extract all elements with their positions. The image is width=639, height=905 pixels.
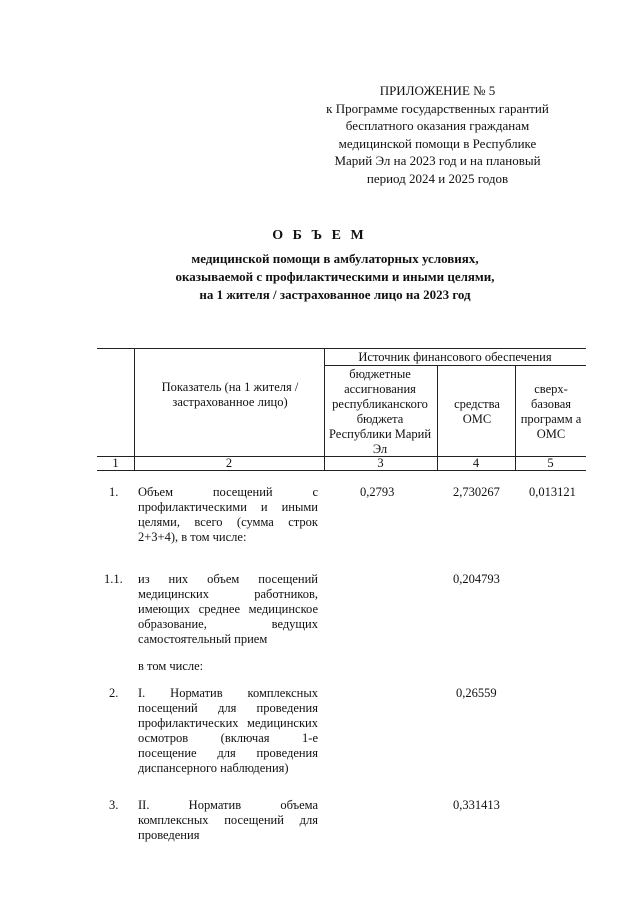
column-number: 1 bbox=[112, 456, 119, 470]
header-budget: бюджетные ассигнования республиканского бюджета Республики Марий Эл bbox=[328, 367, 432, 456]
row-indicator: I. Норматив комплексных посещений для проведения профилактических медицинских осмотров (включая 1-е посещение для проведения диспансерного наблюдения) bbox=[138, 686, 318, 775]
subtitle-line: медицинской помощи в амбулаторных условиях, bbox=[191, 251, 479, 266]
row-number: 1.1. bbox=[104, 572, 123, 586]
row-number: 3. bbox=[109, 798, 119, 812]
column-number: 4 bbox=[472, 456, 480, 470]
row-number: 2. bbox=[109, 686, 119, 700]
appendix-line: ПРИЛОЖЕНИЕ № 5 bbox=[379, 83, 496, 98]
appendix-line: Марий Эл на 2023 год и на плановый bbox=[334, 153, 541, 168]
subtitle-line: оказываемой с профилактическими и иными целями, bbox=[175, 269, 495, 284]
document-title: О Б Ъ Е М bbox=[272, 228, 367, 243]
header-indicator: Показатель (на 1 жителя / застрахованное лицо) bbox=[161, 380, 299, 409]
document-subtitle bbox=[110, 250, 560, 304]
appendix-line: бесплатного оказания гражданам bbox=[345, 118, 530, 133]
column-number: 3 bbox=[377, 456, 384, 470]
row-indicator: в том числе: bbox=[138, 659, 204, 673]
row-indicator: II. Норматив объема комплексных посещений для проведения bbox=[138, 798, 318, 842]
row-oms-value: 0,26559 bbox=[456, 686, 497, 700]
row-indicator: Объем посещений с профилактическими и иными целями, всего (сумма строк 2+3+4), в том числе: bbox=[138, 485, 318, 544]
appendix-line: к Программе государственных гарантий bbox=[326, 100, 549, 116]
row-indicator: из них объем посещений медицинских работников, имеющих среднее медицинское образование, ведущих самостоятельный прием bbox=[138, 572, 318, 646]
row-extra-value: 0,013121 bbox=[529, 485, 576, 499]
row-budget-value: 0,2793 bbox=[360, 485, 395, 499]
appendix-line: медицинской помощи в Республике bbox=[338, 135, 537, 151]
row-oms-value: 0,204793 bbox=[453, 572, 500, 586]
row-oms-value: 2,730267 bbox=[453, 485, 500, 499]
header-oms: средства ОМС bbox=[454, 397, 500, 426]
row-oms-value: 0,331413 bbox=[453, 798, 500, 812]
appendix-line: период 2024 и 2025 годов bbox=[366, 170, 509, 186]
header-extra-oms: сверх-базовая программ а ОМС bbox=[520, 382, 582, 441]
column-number: 5 bbox=[547, 456, 554, 470]
column-number: 2 bbox=[225, 456, 233, 470]
subtitle-line: на 1 жителя / застрахованное лицо на 2023 год bbox=[199, 287, 471, 302]
appendix-heading bbox=[300, 82, 575, 187]
header-funding-source: Источник финансового обеспечения bbox=[358, 350, 552, 364]
row-number: 1. bbox=[109, 485, 119, 499]
